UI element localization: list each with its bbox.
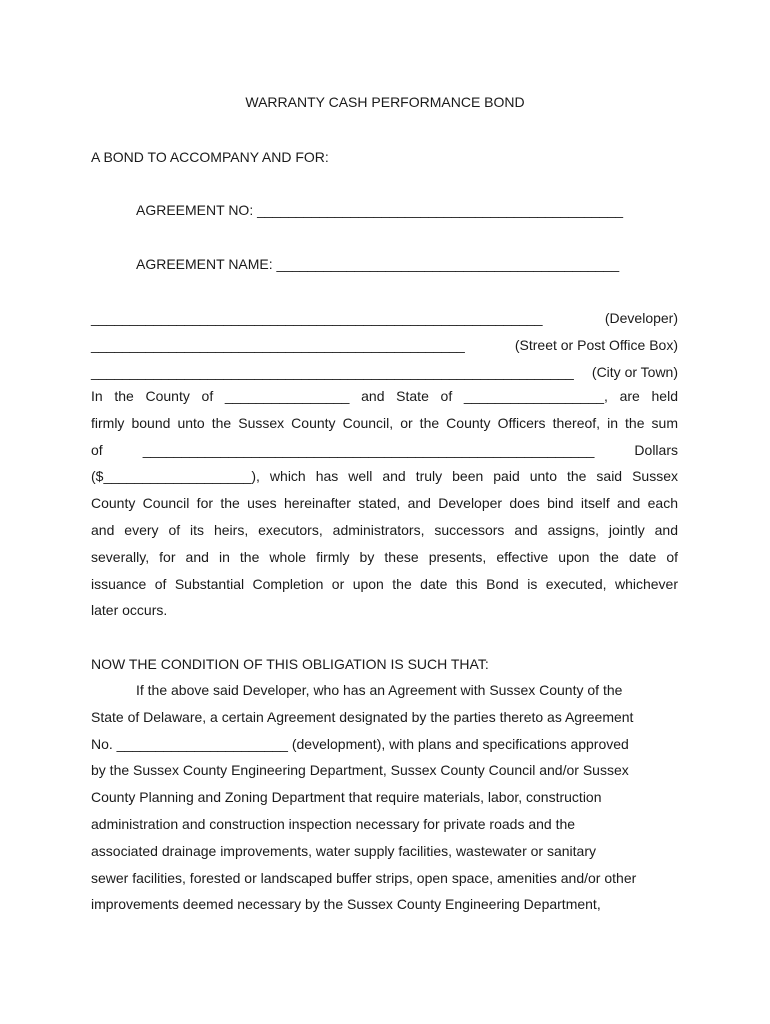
paragraph-line: firmly bound unto the Sussex County Council, or the County Officers thereof, in the sum — [91, 414, 678, 431]
condition-paragraph — [91, 677, 691, 918]
developer-label: (Developer) — [604, 310, 678, 326]
street-label: (Street or Post Office Box) — [514, 337, 678, 353]
paragraph-line: issuance of Substantial Completion or upon the date this Bond is executed, whichever — [91, 575, 678, 592]
paragraph-line: In the County of ________________ and State of __________________, are held — [91, 388, 678, 404]
intro-heading: A BOND TO ACCOMPANY AND FOR: — [91, 149, 329, 165]
paragraph-line: of __________________________________________________________ Dollars — [91, 441, 678, 458]
city-line[interactable] — [91, 364, 678, 380]
paragraph-line: later occurs. — [91, 602, 168, 619]
paragraph-line: by the Sussex County Engineering Department, Sussex County Council and/or Sussex — [91, 762, 629, 779]
street-line[interactable] — [91, 337, 678, 353]
paragraph-line: administration and construction inspection necessary for private roads and the — [91, 815, 576, 832]
bond-paragraph — [91, 383, 678, 624]
paragraph-line: ($___________________), which has well and truly been paid unto the said Sussex — [91, 468, 678, 485]
city-blank[interactable]: ______________________________________________________________ — [91, 364, 574, 380]
paragraph-line: County Council for the uses hereinafter stated, and Developer does bind itself and each — [91, 495, 678, 512]
paragraph-line: and every of its heirs, executors, administrators, successors and assigns, jointly and — [91, 521, 678, 538]
paragraph-line: associated drainage improvements, water supply facilities, wastewater or sanitary — [91, 842, 597, 859]
condition-heading: NOW THE CONDITION OF THIS OBLIGATION IS SUCH THAT: — [91, 656, 489, 672]
document-title: WARRANTY CASH PERFORMANCE BOND — [245, 94, 525, 110]
paragraph-line: improvements deemed necessary by the Sussex County Engineering Department, — [91, 896, 601, 913]
paragraph-line: sewer facilities, forested or landscaped buffer strips, open space, amenities and/or other — [91, 869, 637, 886]
agreement-name-field[interactable]: AGREEMENT NAME: ____________________________________________ — [136, 256, 620, 272]
paragraph-line: State of Delaware, a certain Agreement designated by the parties thereto as Agreement — [91, 708, 634, 725]
agreement-no-field[interactable]: AGREEMENT NO: _______________________________________________ — [136, 202, 624, 218]
paragraph-line: If the above said Developer, who has an Agreement with Sussex County of the — [136, 682, 623, 698]
paragraph-line: No. ______________________ (development), with plans and specifications approved — [91, 735, 629, 752]
paragraph-line: severally, for and in the whole firmly by these presents, effective upon the date of — [91, 548, 678, 565]
developer-blank[interactable]: __________________________________________________________ — [91, 310, 543, 326]
developer-line[interactable] — [91, 310, 678, 326]
city-label: (City or Town) — [591, 364, 678, 380]
street-blank[interactable]: ________________________________________________ — [91, 337, 465, 353]
paragraph-line: County Planning and Zoning Department that require materials, labor, construction — [91, 789, 602, 806]
